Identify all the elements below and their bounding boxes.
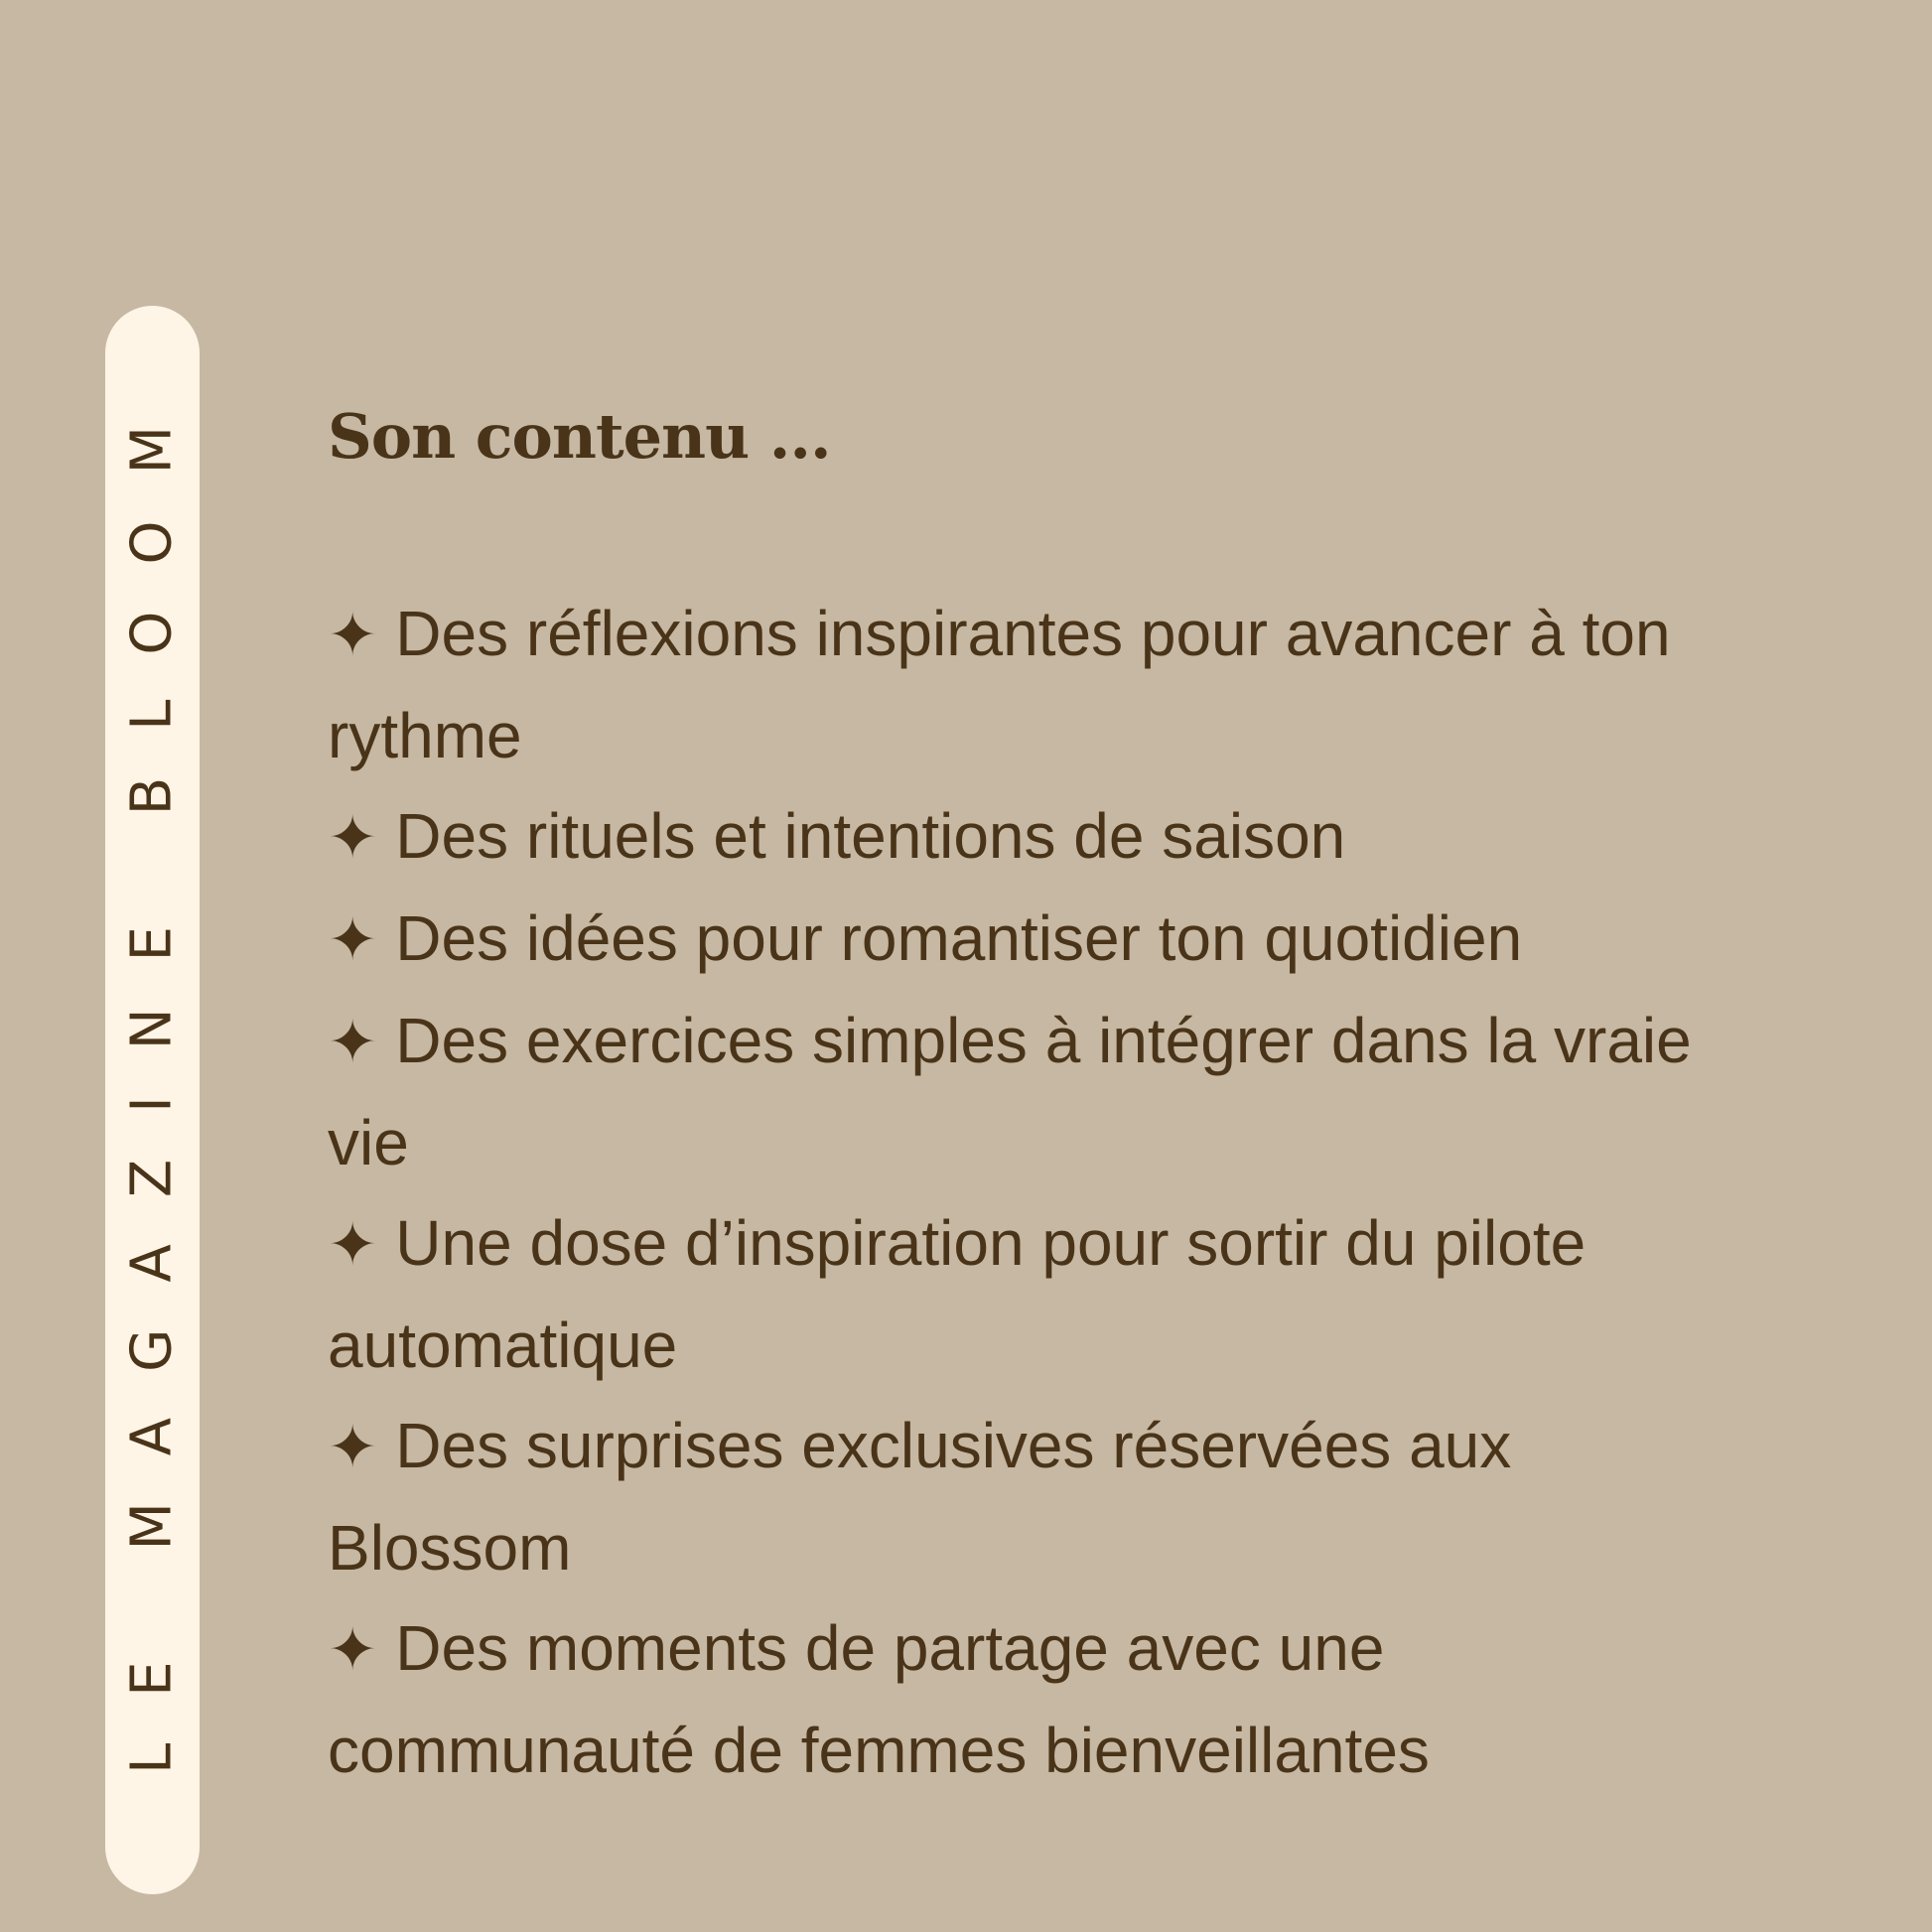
list-item [328, 1193, 1767, 1396]
list-item [328, 584, 1767, 786]
sparkle-bullet-icon: ✦ [328, 1210, 378, 1280]
list-item [328, 1598, 1767, 1801]
list-item [328, 889, 1767, 991]
sparkle-bullet-icon: ✦ [328, 1413, 378, 1482]
side-label-text: LE MAGAZINE BLOOM [119, 379, 185, 1774]
content-list [328, 584, 1767, 1801]
list-item-text: Des surprises exclusives réservées aux Blossom [328, 1410, 1512, 1584]
main-content [328, 387, 1767, 1801]
sparkle-bullet-icon: ✦ [328, 803, 378, 873]
list-item [328, 786, 1767, 889]
list-item-text: Des exercices simples à intégrer dans la vraie vie [328, 1005, 1692, 1178]
list-item [328, 1396, 1767, 1598]
sparkle-bullet-icon: ✦ [328, 601, 378, 670]
sparkle-bullet-icon: ✦ [328, 905, 378, 975]
sparkle-bullet-icon: ✦ [328, 1615, 378, 1685]
list-item-text: Une dose d’inspiration pour sortir du pilote automatique [328, 1207, 1587, 1381]
list-item-text: Des idées pour romantiser ton quotidien [395, 902, 1523, 974]
list-item-text: Des moments de partage avec une communauté de femmes bienveillantes [328, 1612, 1430, 1786]
list-item-text: Des réflexions inspirantes pour avancer à ton rythme [328, 598, 1671, 771]
list-item [328, 991, 1767, 1193]
sparkle-bullet-icon: ✦ [328, 1008, 378, 1077]
list-item-text: Des rituels et intentions de saison [395, 800, 1346, 872]
page-title: Son contenu ... [328, 400, 831, 473]
